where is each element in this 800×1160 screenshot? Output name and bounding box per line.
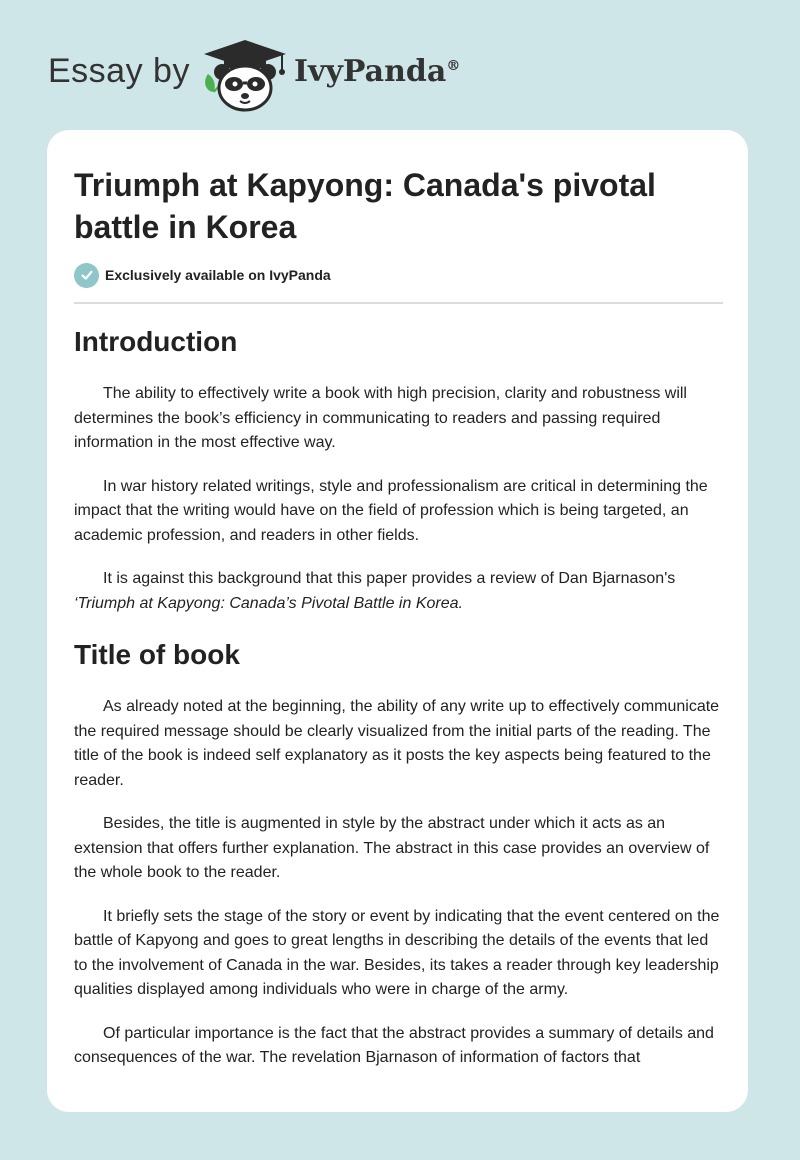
book-citation: ‘Triumph at Kapyong: Canada’s Pivotal Battle in Korea. [74,594,463,612]
title-divider [74,302,723,304]
checkmark-badge-icon [74,263,99,288]
brand-header[interactable] [48,34,508,114]
paragraph: The ability to effectively write a book with high precision, clarity and robustness will determines the book’s efficiency in communicating to readers and passing required information in the most effective way. [74,385,687,451]
essay-title: Triumph at Kapyong: Canada's pivotal battle in Korea [74,167,656,245]
paragraph: In war history related writings, style and professionalism are critical in determining the impact that the writing would have on the field of profession which is being targeted, an academic profession, and readers in other fields. [74,477,708,544]
exclusive-badge [74,262,331,288]
essay-body [74,322,723,1090]
brand-name-text: IvyPanda [294,54,447,89]
section-heading-title-of-book: Title of book [74,639,240,670]
brand-name [294,54,460,89]
paragraph: It briefly sets the stage of the story or event by indicating that the event centered on the battle of Kapyong and goes to great lengths in describing the details of the events that led to the involvement of Canada in the war. Besides, its takes a reader through key leadership qualities displayed among individuals who were in charge of the army. [74,907,720,998]
paragraph-with-citation [74,567,723,616]
paragraph-text: It is against this background that this paper provides a review of Dan Bjarnason's [103,570,676,587]
panda-graduate-logo-icon [200,34,290,112]
registered-mark: ® [446,58,461,74]
section-heading-introduction: Introduction [74,326,238,357]
paragraph: Of particular importance is the fact that the abstract provides a summary of details and consequences of the war. The revelation Bjarnason of information of factors that [74,1024,714,1066]
brand-prefix: Essay by [48,52,190,90]
essay-card [47,130,748,1112]
paragraph: As already noted at the beginning, the ability of any write up to effectively communicate the required message should be clearly visualized from the initial parts of the reading. The title of the book is indeed self explanatory as it posts the key aspects being featured to the reader. [74,698,720,789]
paragraph: Besides, the title is augmented in style by the abstract under which it acts as an extension that offers further explanation. The abstract in this case provides an overview of the whole book to the reader. [74,815,710,881]
exclusive-label: Exclusively available on IvyPanda [105,267,331,283]
